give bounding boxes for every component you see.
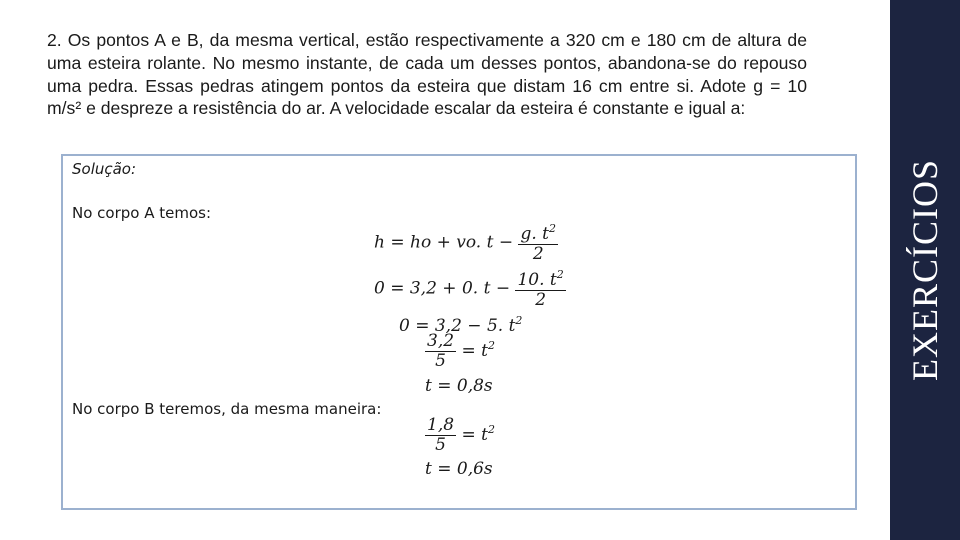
section-title: EXERCÍCIOS <box>905 158 945 382</box>
solution-box <box>61 154 857 510</box>
equation-6 <box>425 417 495 454</box>
equation-2 <box>374 269 566 309</box>
solution-label: Solução: <box>72 160 137 178</box>
equation-1 <box>374 223 558 263</box>
eq1-denominator: 2 <box>532 244 544 264</box>
eq1-exponent: 2 <box>549 222 557 235</box>
eq1-lhs: h = ho + vo. t − <box>374 232 514 253</box>
eq2-exponent: 2 <box>556 268 564 281</box>
eq4-rhs: = t <box>461 341 488 361</box>
eq6-numerator: 1,8 <box>427 415 455 435</box>
equation-3 <box>399 315 522 335</box>
section-sidebar <box>890 0 960 540</box>
eq1-fraction <box>518 223 558 263</box>
eq6-rhs: = t <box>461 425 488 445</box>
eq6-fraction <box>425 417 456 454</box>
eq6-denominator: 5 <box>435 435 446 455</box>
eq2-denominator: 2 <box>535 290 547 310</box>
eq4-exponent: 2 <box>487 339 495 352</box>
eq4-fraction <box>425 333 456 370</box>
eq2-lhs: 0 = 3,2 + 0. t − <box>374 278 511 299</box>
eq1-numerator: g. t <box>520 224 550 244</box>
body-b-intro: No corpo B teremos, da mesma maneira: <box>72 400 382 418</box>
eq4-denominator: 5 <box>435 351 446 371</box>
eq3-lhs: 0 = 3,2 − 5. t <box>399 316 516 336</box>
question-text: 2. Os pontos A e B, da mesma vertical, estão respectivamente a 320 cm e 180 cm de altura de uma esteira rolante. No mesmo instante, de cada um desses pontos, abandona-se do repouso uma pedra. Essas pedras atingem pontos da esteira que distam 16 cm entre si. Adote g = 10 m/s² e despreze a resistência do ar. A velocidade escalar da esteira é constante e igual a: <box>47 30 807 119</box>
eq4-numerator: 3,2 <box>427 331 455 351</box>
equation-7: t = 0,6s <box>425 459 493 479</box>
eq2-fraction <box>515 269 565 309</box>
body-a-intro: No corpo A temos: <box>72 204 212 222</box>
eq6-exponent: 2 <box>487 423 495 436</box>
eq3-exponent: 2 <box>515 314 523 327</box>
eq2-numerator: 10. t <box>517 270 557 290</box>
equation-4 <box>425 333 495 370</box>
equation-5: t = 0,8s <box>425 376 493 396</box>
